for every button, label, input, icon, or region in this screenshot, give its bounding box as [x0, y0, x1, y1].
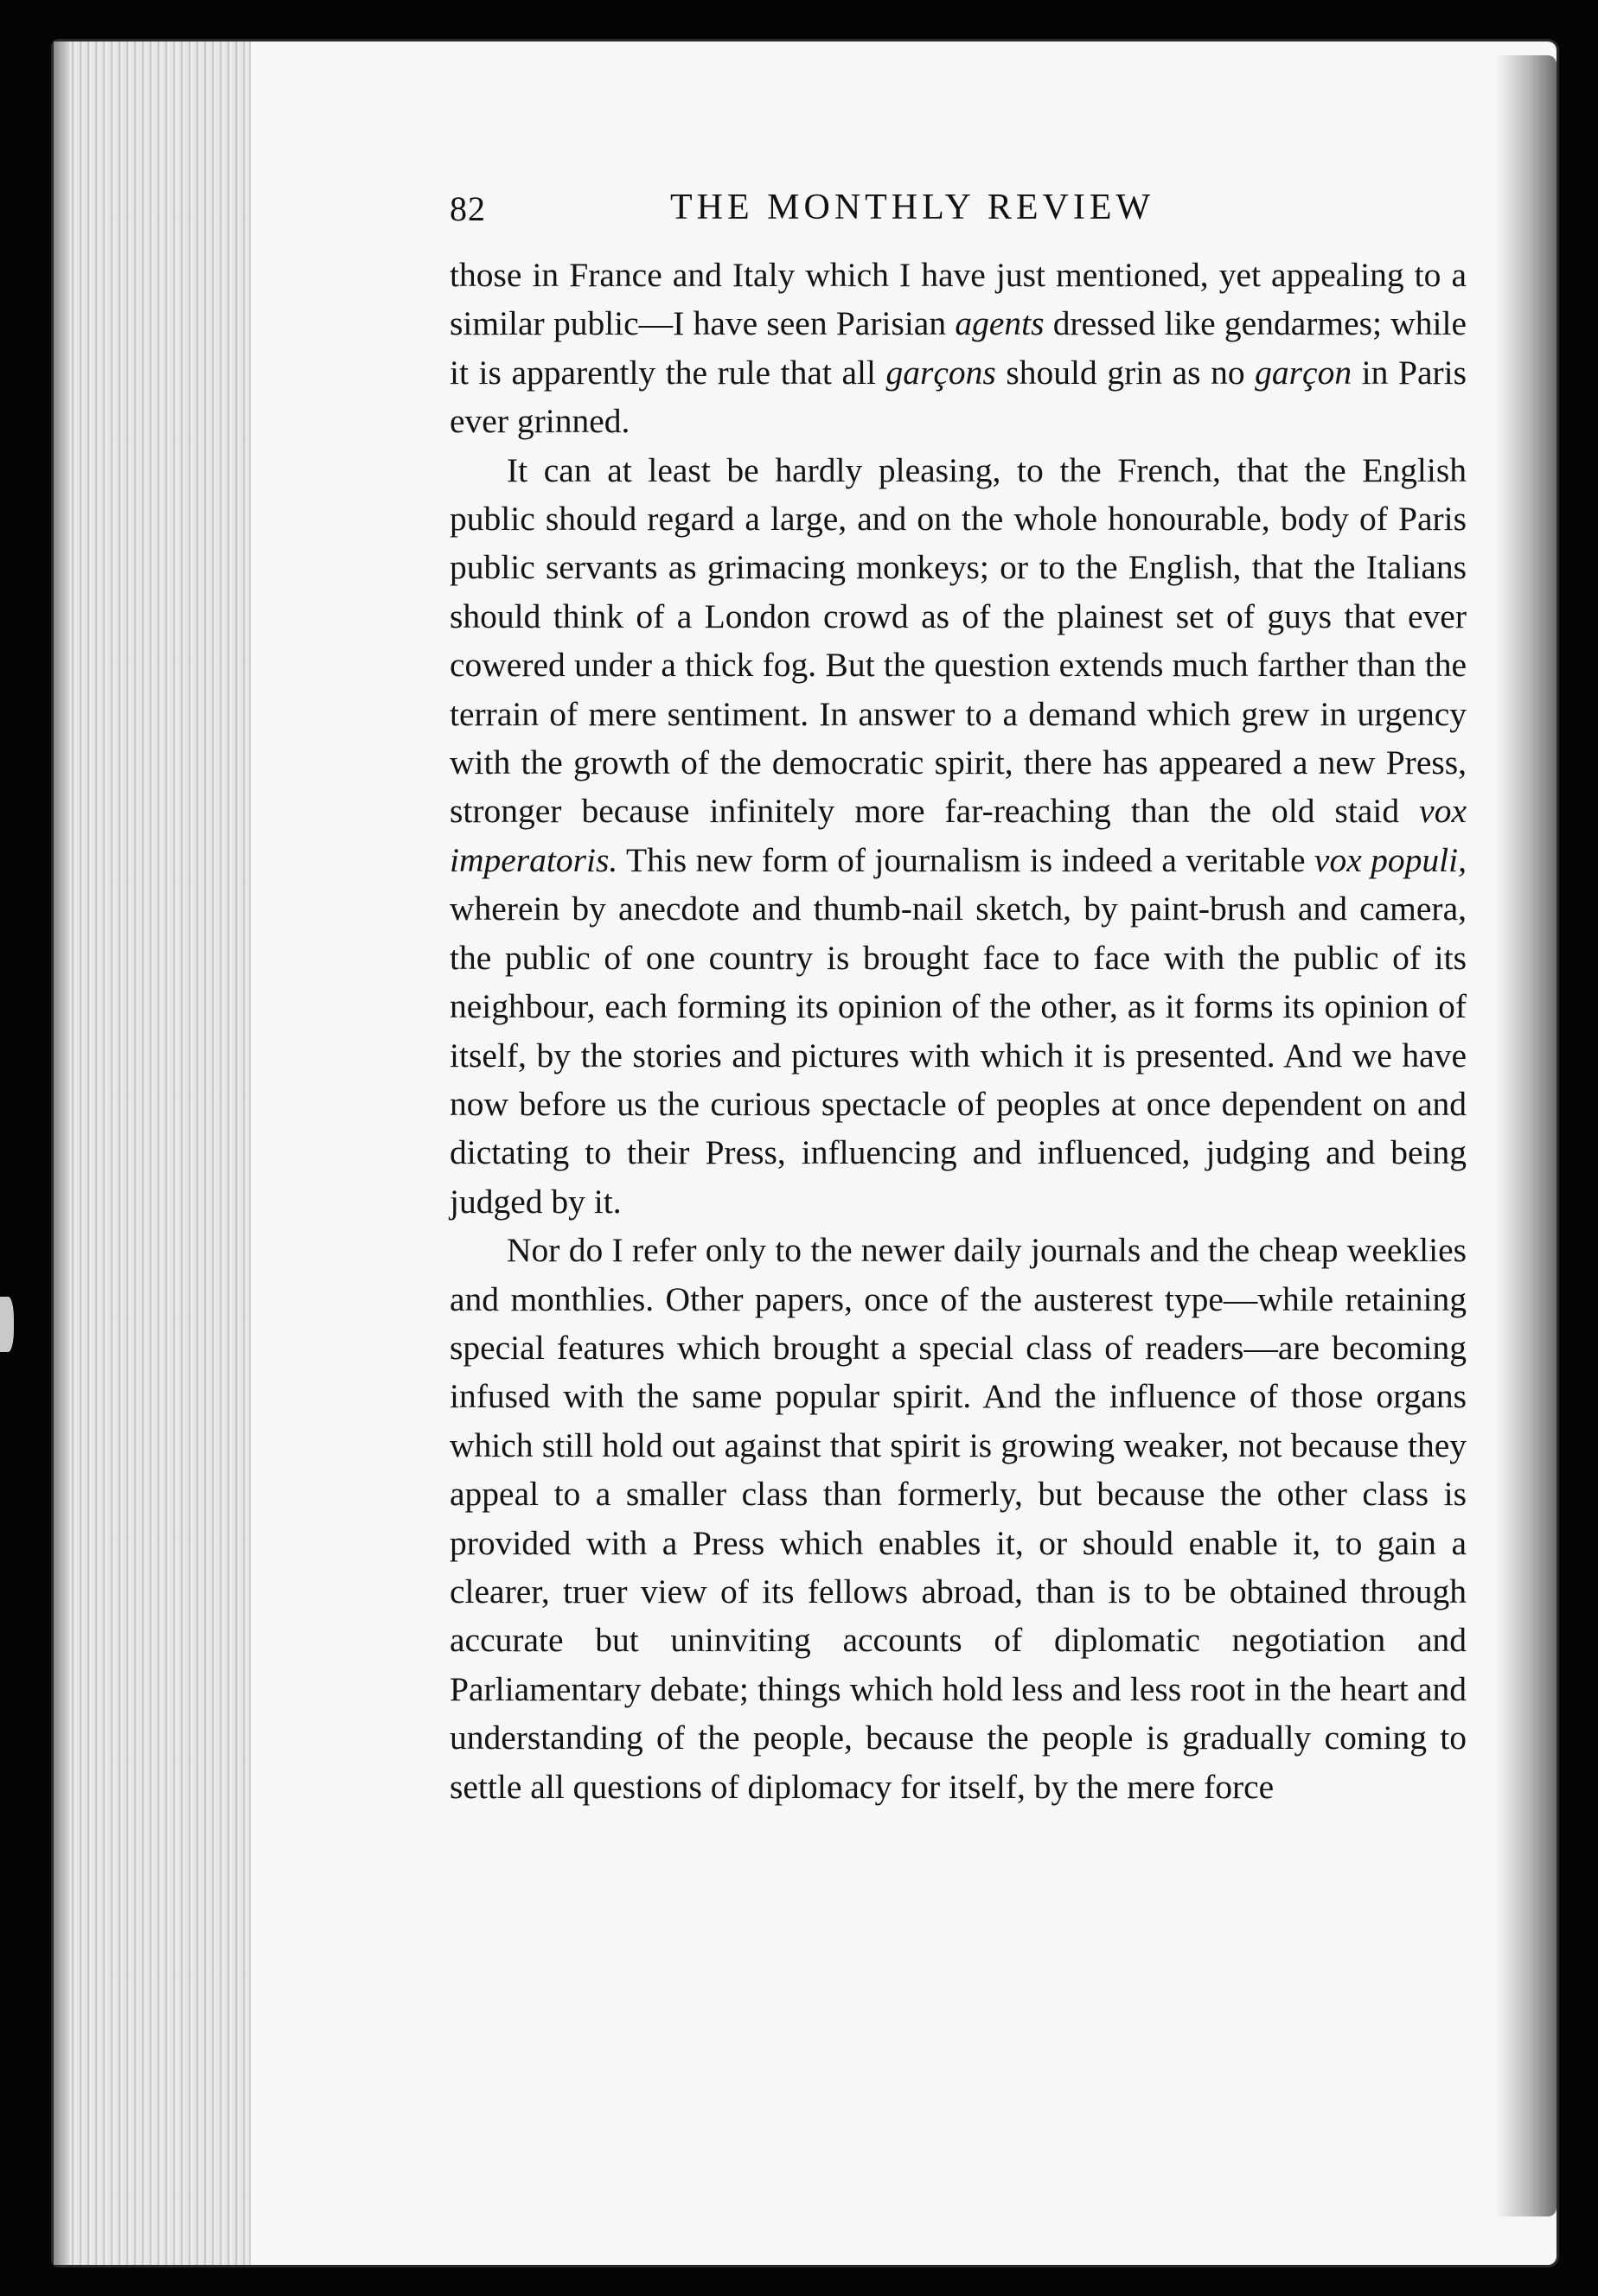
paragraph — [450, 251, 1467, 446]
text-run: It can at least be hardly pleasing, to the French, that the English public should regard a large, and on the whole honourable, body of Paris public servants as grimacing monkeys; or to the English, that the Italians should think of a London crowd as of the plainest set of guys that ever cowered under a thick fog. But the question extends much farther than the terrain of mere sentiment. In answer to a demand which grew in urgency with the growth of the democratic spirit, there has appeared a new Press, stronger because infinitely more far-reaching than the old staid — [450, 450, 1467, 831]
text-run: should grin as no — [995, 353, 1256, 392]
text-run: wherein by anecdote and thumb-nail sketch, by paint-brush and camera, the public of one country is brought face to face with the public of its neighbour, each forming its opinion of the other, as it forms its opinion of itself, by the stories and pictures with which it is presented. And we have now before us the curious spectacle of peoples at once dependent on and dictating to their Press, influencing and influenced, judging and being judged by it. — [450, 890, 1467, 1221]
italic-text: agents — [955, 304, 1045, 343]
paragraph — [450, 1226, 1467, 1811]
italic-text: garçons — [885, 353, 996, 392]
italic-text: garçon — [1255, 353, 1352, 392]
text-run: dressed like gendarmes; while it is apparently the rule that all — [450, 304, 1467, 392]
text-run: in Paris ever grinned. — [450, 353, 1467, 441]
text-run: those in France and Italy which I have just mentioned, yet appealing to a similar public—I have seen Parisian — [450, 256, 1467, 343]
paragraph — [450, 446, 1467, 1227]
scan-edge-mark — [0, 1297, 14, 1352]
page-header — [450, 183, 1467, 244]
text-run: Nor do I refer only to the newer daily journals and the cheap weeklies and monthlies. Other papers, once of the austerest type—while retaining special features which brought a special class of readers—are becoming infused with the same popular spirit. And the influence of those organs which still hold out against that spirit is growing weaker, not because they appeal to a smaller class than formerly, but because the other class is provided with a Press which enables it, or should enable it, to gain a clearer, truer view of its fellows abroad, than is to be obtained through accurate but uninviting accounts of diplomatic negotiation and Parliamentary debate; things which hold less and less root in the heart and understanding of the people, because the people is gradually coming to settle all questions of diplomacy for itself, by the mere force — [450, 1231, 1467, 1806]
page-number: 82 — [450, 189, 486, 228]
body-text — [450, 251, 1467, 1811]
page-edges — [54, 41, 251, 2265]
running-title: THE MONTHLY REVIEW — [670, 188, 1155, 227]
text-run: This new form of journalism is indeed a veritable — [617, 840, 1314, 879]
gutter-shadow — [1496, 55, 1556, 2216]
italic-text: vox imperatoris. — [450, 792, 1467, 879]
italic-text: vox populi, — [1314, 840, 1467, 879]
